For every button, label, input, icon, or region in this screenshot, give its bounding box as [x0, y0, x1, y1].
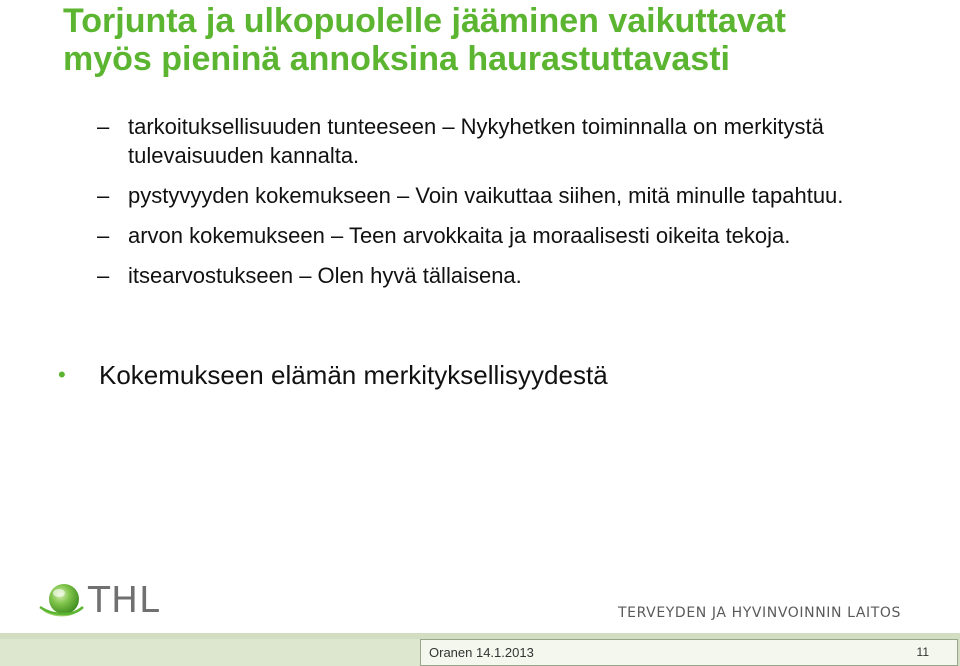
sub-bullet-item — [97, 221, 897, 250]
sub-bullet-text: pystyvyyden kokemukseen – Voin vaikuttaa siihen, mitä minulle tapahtuu. — [128, 183, 844, 208]
dash-marker: – — [97, 183, 110, 208]
footer-box — [420, 639, 958, 666]
footer-author-date: Oranen 14.1.2013 — [429, 645, 534, 660]
sub-bullet-item — [97, 181, 897, 210]
footer-bar — [0, 633, 960, 666]
dash-marker: – — [97, 223, 110, 248]
slide-title — [63, 2, 923, 78]
thl-logo — [38, 580, 160, 622]
institute-name: TERVEYDEN JA HYVINVOINNIN LAITOS — [618, 605, 902, 621]
bullet-marker: • — [58, 362, 66, 387]
thl-globe-icon — [38, 580, 84, 622]
sub-bullet-text: tarkoituksellisuuden tunteeseen – Nykyhetken toiminnalla on merkitystä tulevaisuuden kannalta. — [128, 114, 824, 168]
main-bullet-item — [58, 359, 918, 391]
main-bullet-text: Kokemukseen elämän merkityksellisyydestä — [99, 360, 608, 390]
dash-marker: – — [97, 114, 110, 139]
sub-bullet-item — [97, 261, 897, 290]
footer-left-panel — [0, 639, 420, 666]
sub-bullet-text: arvon kokemukseen – Teen arvokkaita ja moraalisesti oikeita tekoja. — [128, 223, 791, 248]
footer-page-number: 11 — [916, 645, 929, 659]
sub-bullet-item — [97, 112, 897, 170]
sub-bullet-text: itsearvostukseen – Olen hyvä tällaisena. — [128, 263, 522, 288]
slide-title-line-2: myös pieninä annoksina haurastuttavasti — [63, 40, 730, 78]
dash-marker: – — [97, 263, 110, 288]
thl-logo-text: THL — [88, 580, 161, 621]
slide-title-line-1: Torjunta ja ulkopuolelle jääminen vaikuttavat — [63, 2, 786, 40]
sub-bullet-list — [97, 112, 897, 301]
